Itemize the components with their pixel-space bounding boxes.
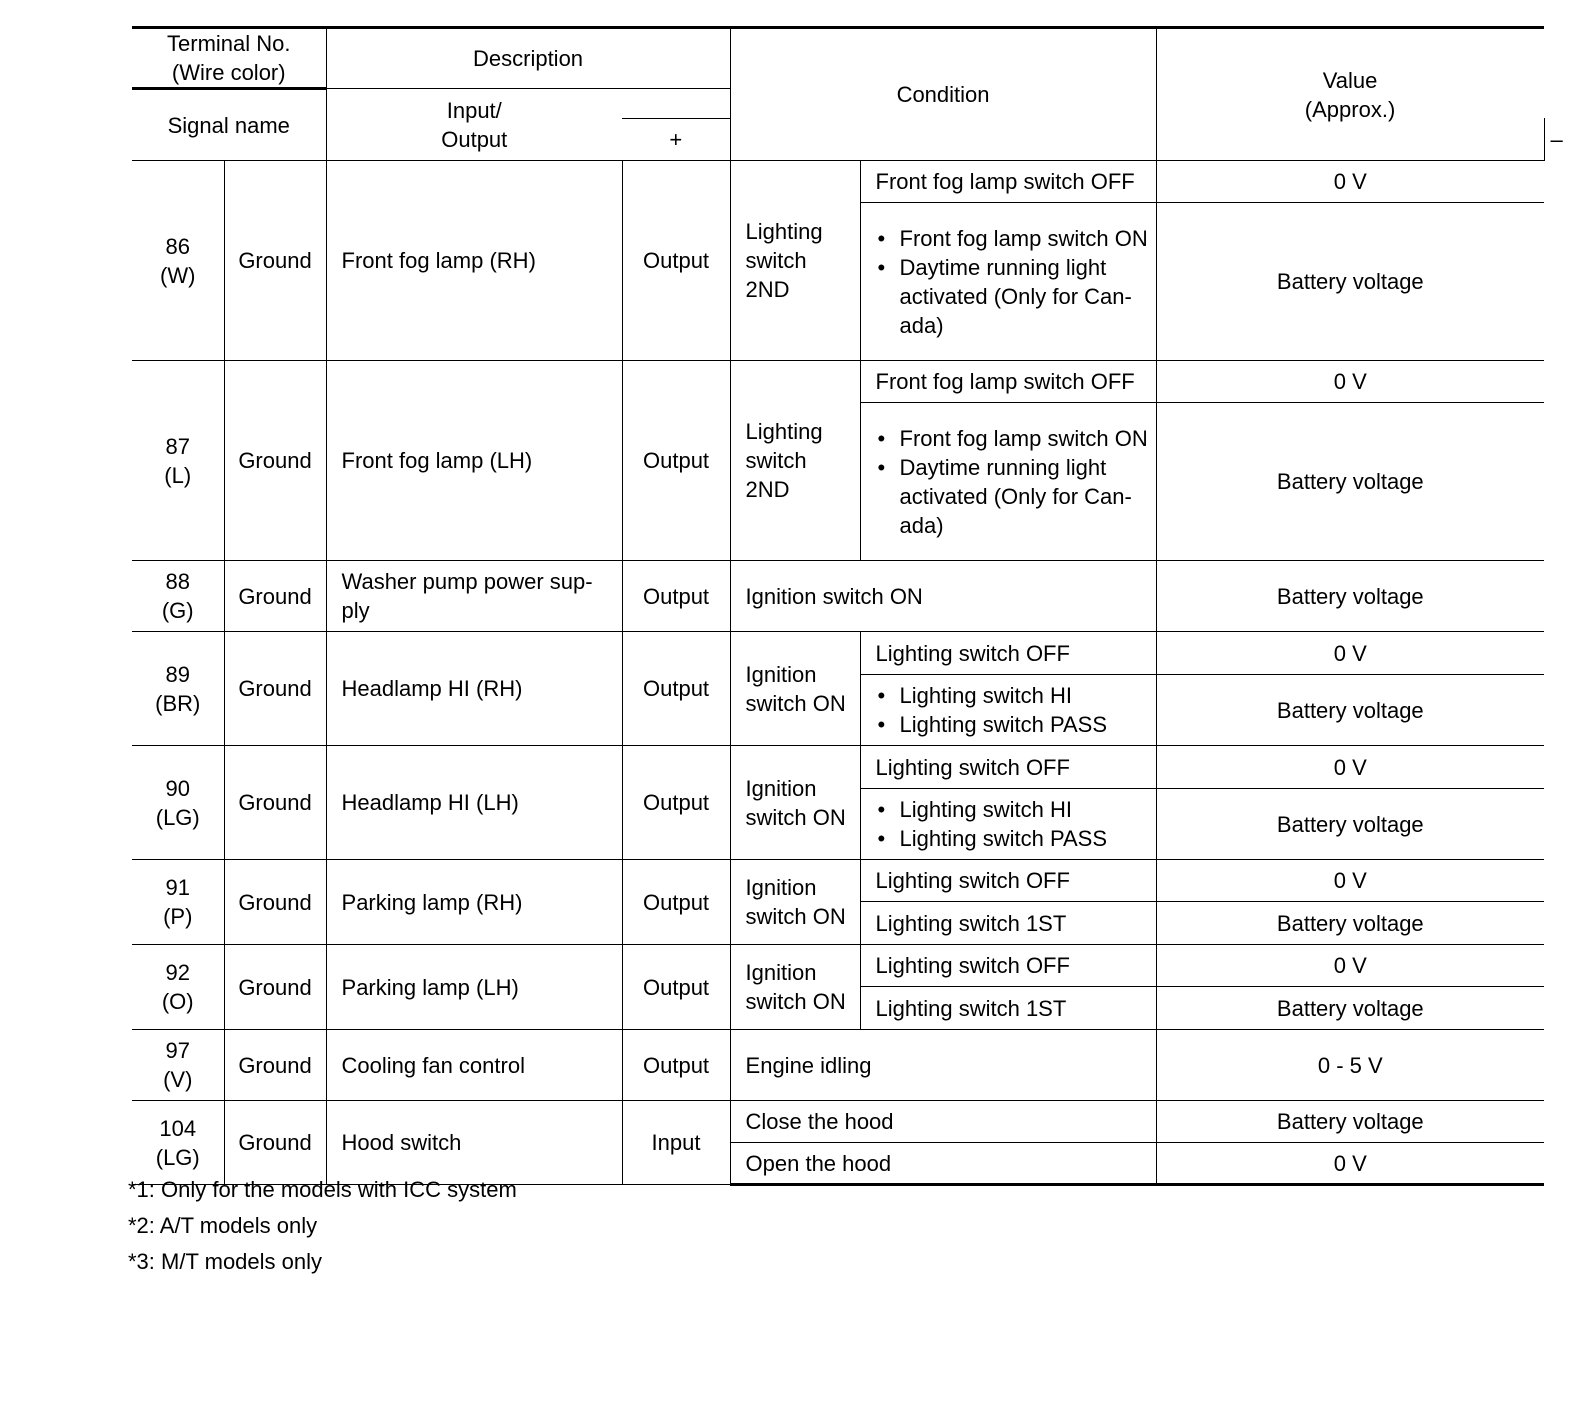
- list-item: • Daytime running light activated (Only for Can-ada): [876, 253, 1150, 340]
- condition-sub: [860, 203, 1156, 361]
- value-header: Value (Approx.): [1156, 28, 1544, 161]
- value: Battery voltage: [1156, 203, 1544, 361]
- terminal-plus: 90 (LG): [132, 746, 224, 860]
- table-row: [132, 945, 1544, 987]
- condition-main: Ignition switch ON: [730, 632, 860, 746]
- value: Battery voltage: [1156, 675, 1544, 746]
- table-row: [132, 1101, 1544, 1143]
- io-type: Output: [622, 361, 730, 561]
- io-type: Input: [622, 1101, 730, 1185]
- list-item: • Lighting switch PASS: [876, 824, 1150, 853]
- table-row: [132, 1030, 1544, 1101]
- terminal-plus: 89 (BR): [132, 632, 224, 746]
- condition-sub: [860, 675, 1156, 746]
- list-item: • Front fog lamp switch ON: [876, 424, 1150, 453]
- value: Battery voltage: [1156, 1101, 1544, 1143]
- io-type: Output: [622, 746, 730, 860]
- signal-name: Front fog lamp (RH): [326, 161, 622, 361]
- terminal-minus: Ground: [224, 161, 326, 361]
- terminal-minus: Ground: [224, 746, 326, 860]
- table-row: [132, 860, 1544, 902]
- condition-sub: Front fog lamp switch OFF: [860, 161, 1156, 203]
- terminal-minus: Ground: [224, 561, 326, 632]
- value: Battery voltage: [1156, 789, 1544, 860]
- value: 0 V: [1156, 860, 1544, 902]
- table-row: [132, 161, 1544, 203]
- condition-main: Ignition switch ON: [730, 746, 860, 860]
- footnote: *2: A/T models only: [128, 1213, 318, 1238]
- condition-sub: Lighting switch OFF: [860, 860, 1156, 902]
- condition-sub: Front fog lamp switch OFF: [860, 361, 1156, 403]
- io-header: Input/ Output: [326, 89, 622, 161]
- terminal-plus: 92 (O): [132, 945, 224, 1030]
- footnotes: [128, 1172, 517, 1280]
- terminal-plus: 87 (L): [132, 361, 224, 561]
- description-header: Description: [326, 28, 730, 89]
- terminal-no-header: Terminal No. (Wire color): [132, 28, 326, 89]
- condition-sub: Lighting switch 1ST: [860, 987, 1156, 1030]
- signal-name-header: Signal name: [132, 89, 326, 161]
- condition-main: Ignition switch ON: [730, 860, 860, 945]
- value: Battery voltage: [1156, 902, 1544, 945]
- footnote: *3: M/T models only: [128, 1249, 323, 1274]
- condition-main: Engine idling: [730, 1030, 1156, 1101]
- table-row: [132, 361, 1544, 403]
- signal-name: Headlamp HI (RH): [326, 632, 622, 746]
- condition-main: Ignition switch ON: [730, 561, 1156, 632]
- plus-header: +: [622, 119, 730, 161]
- list-item: • Lighting switch PASS: [876, 710, 1150, 739]
- condition-header: Condition: [730, 28, 1156, 161]
- value: Battery voltage: [1156, 987, 1544, 1030]
- signal-name: Hood switch: [326, 1101, 622, 1185]
- list-item: • Daytime running light activated (Only for Can-ada): [876, 453, 1150, 540]
- terminal-minus: Ground: [224, 1030, 326, 1101]
- list-item: • Lighting switch HI: [876, 795, 1150, 824]
- io-type: Output: [622, 632, 730, 746]
- footnote: *1: Only for the models with ICC system: [128, 1177, 517, 1202]
- terminal-spec-table: Terminal No. (Wire color) Description Condition Value (Approx.) Signal name Input/ Output + – 86 (W) Ground Front fog lamp (RH) Output Lighting switch 2ND Front fog lamp switch OFF 0 V • Front fog lamp switch ON • Daytime running light activated (Only for Can-ada) Battery voltage 87 (L) Ground Front fog lamp (LH) Output Lighting switch 2ND Front fog lamp switch OFF 0 V • Front fog lamp switch ON • Daytime running light activated (Only for Can-ada) Battery voltage 88 (G) Ground Washer pump power sup-ply Output Ignition switch ON Battery voltage 89 (BR) Ground Headlamp HI (RH) Output Ignition switch ON Lighting switch OFF 0 V • Lighting switch HI • Lighting switch PASS Battery voltage 90 (LG) Ground Headlamp HI (LH) Output Ignition switch ON Lighting switch OFF 0 V • Lighting switch HI • Lighting switch PASS Battery voltage 91 (P) Ground Parking lamp (RH) Output Ignition switch ON Lighting switch OFF 0 V Lighting switch 1ST Battery voltage 92 (O) Ground Parking lamp (LH) Output Ignition switch ON Lighting switch OFF 0 V Lighting switch 1ST Battery voltage 97 (V) Ground Cooling fan control Output Engine idling 0 - 5 V 104 (LG) Ground Hood switch Input Close the hood Battery voltage Open the hood 0 V: [132, 26, 1544, 1186]
- table-row: [132, 632, 1544, 675]
- condition-sub: Lighting switch 1ST: [860, 902, 1156, 945]
- terminal-plus: 91 (P): [132, 860, 224, 945]
- signal-name: Cooling fan control: [326, 1030, 622, 1101]
- list-item: • Lighting switch HI: [876, 681, 1150, 710]
- io-type: Output: [622, 860, 730, 945]
- signal-name: Front fog lamp (LH): [326, 361, 622, 561]
- value: 0 V: [1156, 161, 1544, 203]
- io-type: Output: [622, 945, 730, 1030]
- terminal-minus: Ground: [224, 860, 326, 945]
- value: 0 V: [1156, 361, 1544, 403]
- condition-sub: [860, 789, 1156, 860]
- condition-main: Lighting switch 2ND: [730, 161, 860, 361]
- signal-name: Headlamp HI (LH): [326, 746, 622, 860]
- io-type: Output: [622, 161, 730, 361]
- condition-sub: [860, 403, 1156, 561]
- value: Battery voltage: [1156, 561, 1544, 632]
- io-type: Output: [622, 1030, 730, 1101]
- value: 0 V: [1156, 632, 1544, 675]
- condition-main: Ignition switch ON: [730, 945, 860, 1030]
- value: Battery voltage: [1156, 403, 1544, 561]
- value: 0 V: [1156, 1143, 1544, 1185]
- terminal-minus: Ground: [224, 1101, 326, 1185]
- terminal-minus: Ground: [224, 945, 326, 1030]
- terminal-plus: 104 (LG): [132, 1101, 224, 1185]
- condition-main: Close the hood: [730, 1101, 1156, 1143]
- signal-name: Parking lamp (RH): [326, 860, 622, 945]
- condition-sub: Lighting switch OFF: [860, 632, 1156, 675]
- signal-name: Parking lamp (LH): [326, 945, 622, 1030]
- terminal-minus: Ground: [224, 632, 326, 746]
- terminal-minus: Ground: [224, 361, 326, 561]
- condition-sub: Lighting switch OFF: [860, 746, 1156, 789]
- terminal-plus: 86 (W): [132, 161, 224, 361]
- condition-main: Lighting switch 2ND: [730, 361, 860, 561]
- table-row: [132, 561, 1544, 632]
- terminal-plus: 88 (G): [132, 561, 224, 632]
- table-row: [132, 746, 1544, 789]
- io-type: Output: [622, 561, 730, 632]
- terminal-plus: 97 (V): [132, 1030, 224, 1101]
- condition-sub: Lighting switch OFF: [860, 945, 1156, 987]
- list-item: • Front fog lamp switch ON: [876, 224, 1150, 253]
- condition-main: Open the hood: [730, 1143, 1156, 1185]
- signal-name: Washer pump power sup-ply: [326, 561, 622, 632]
- value: 0 V: [1156, 746, 1544, 789]
- value: 0 V: [1156, 945, 1544, 987]
- value: 0 - 5 V: [1156, 1030, 1544, 1101]
